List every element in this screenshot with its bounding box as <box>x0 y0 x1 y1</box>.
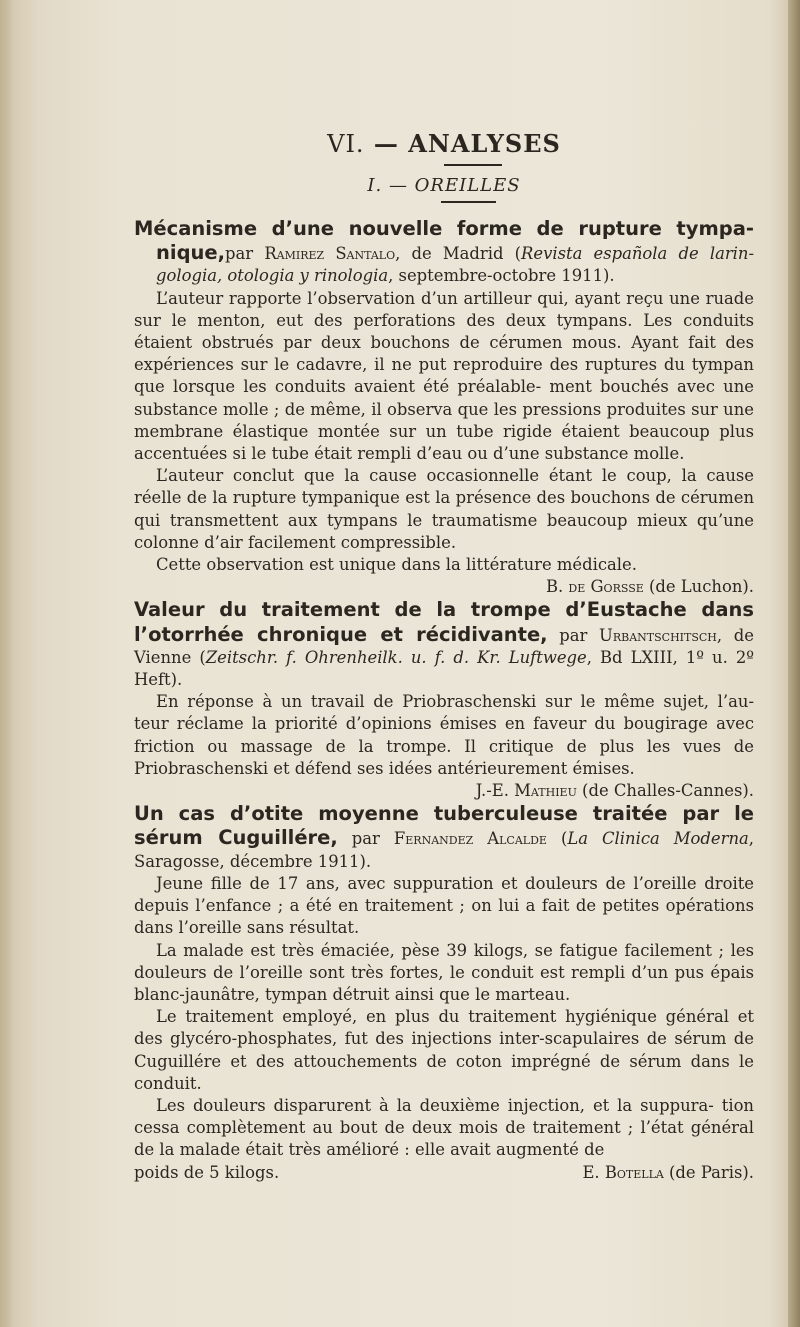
article-1-signature <box>134 576 754 598</box>
article-2-title: Valeur du traitement de la trompe d’Eustache dans l’otorrhée chronique et récidivante, <box>134 598 754 646</box>
article-1-signature-name: de Gorsse <box>568 577 644 597</box>
article-1-paragraph-2: L’auteur conclut que la cause occasionnelle étant le coup, la cause réelle de la rupture tympanique est la présence des bouchons de cérumen qui transmettent aux tympans le traumatisme beaucoup mieux qu’une colonne d’air facilement compressible. <box>134 466 754 552</box>
article-2-signature-name: Mathieu <box>514 781 577 801</box>
article-3-paragraph-2: La malade est très émaciée, pèse 39 kilogs, se fatigue facilement ; les douleurs de l’oreille sont très fortes, le conduit est rempli d’un pus épais blanc-jaunâtre, tympan détruit ainsi que le marteau. <box>134 940 754 1004</box>
article-1-byline-pre: par <box>225 244 265 264</box>
article-3-paragraph-3: Le traitement employé, en plus du traitement hygiénique général et des glycéro-phosphates, fut des injections inter-scapulaires de sérum de Cuguillére et des attouchements de coton imprégné de sérum dans le conduit. <box>134 1007 754 1093</box>
article-1-title: Mécanisme d’une nouvelle forme de rupture tympa- nique, <box>134 217 754 265</box>
section-title <box>134 120 754 160</box>
article-3-byline-mid: ( <box>546 829 568 849</box>
article-2-byline-mid: , de Vienne ( <box>134 625 754 667</box>
article-1-signature-place: (de Luchon). <box>643 577 754 597</box>
article-3-byline-post: , Saragosse, décembre 1911). <box>134 829 755 871</box>
article-1-heading <box>134 217 754 288</box>
article-2-paragraph-1: En réponse à un travail de Priobraschenski sur le même sujet, l’au- teur réclame la priorité d’opinions émises en faveur du bougirage avec friction ou massage de la trompe. Il critique de plus les vues de Priobraschenski et défend ses idées antérieurement émises. <box>134 692 754 778</box>
article-3-last-line <box>134 1162 754 1184</box>
article-1-source: Revista española de larin- gologia, otologia y rinologia <box>156 244 755 286</box>
article-1-paragraph-3: Cette observation est unique dans la littérature médicale. <box>156 555 637 575</box>
book-spine-edge <box>788 0 800 1327</box>
page-content <box>134 120 754 1184</box>
page-left-shadow <box>0 0 14 1327</box>
article-3-signature-place: (de Paris). <box>663 1162 754 1182</box>
article-3-byline-pre: par <box>337 829 394 849</box>
article-3-signature-initial: E. <box>582 1162 605 1182</box>
section-rule <box>444 164 502 166</box>
article-2-source: Zeitschr. f. Ohrenheilk. u. f. d. Kr. Luftwege <box>205 647 587 667</box>
article-3-title: Un cas d’otite moyenne tuberculeuse traitée par le sérum Cuguillére, <box>134 802 754 850</box>
article-1-author: Ramirez Santalo <box>264 244 396 264</box>
article-2-heading <box>134 598 754 691</box>
article-3-signature-name: Botella <box>604 1162 664 1182</box>
article-2-signature <box>134 780 754 802</box>
article-1-paragraph-1: L’auteur rapporte l’observation d’un artilleur qui, ayant reçu une ruade sur le menton, eut des perforations des deux tympans. Les conduits étaient obstrués par deux bouchons de cérumen mous. Ayant fait des expériences sur le cadavre, il ne put reproduire des ruptures du tympan que lorsque les conduits avaient été préalable- ment bouchés avec une substance molle ; de même, il observa que les pressions produites sur une membrane élastique montée sur un tube rigide étaient beaucoup plus accentuées si le tube était rempli d’eau ou d’une substance molle. <box>134 288 754 464</box>
article-3-signature <box>582 1162 754 1184</box>
article-3-last-text: poids de 5 kilogs. <box>134 1162 280 1182</box>
article-3-paragraph-1: Jeune fille de 17 ans, avec suppuration et douleurs de l’oreille droite depuis l’enfance ; a été en traitement ; on lui a fait de petites opérations dans l’oreille sans résultat. <box>134 873 754 938</box>
article-3-paragraph-4: Les douleurs disparurent à la deuxième injection, et la suppura- tion cessa complètement au bout de deux mois de traitement ; l’état général de la malade était très amélioré : elle avait augmenté de <box>134 1095 754 1160</box>
article-1-signature-initial: B. <box>545 577 569 597</box>
article-2-byline-post: , Bd LXIII, 1º u. 2º Heft). <box>134 647 754 690</box>
subsection-title: I. — OREILLES <box>367 175 521 196</box>
article-1-byline-mid: , de Madrid ( <box>395 244 522 264</box>
article-3-heading <box>134 802 754 873</box>
section-number: VI. <box>327 130 365 158</box>
article-1-byline-post: , septembre-octobre 1911). <box>388 266 615 286</box>
article-3-source: La Clinica Moderna <box>567 829 749 849</box>
article-3-author: Fernandez Alcalde <box>393 829 547 849</box>
section-name: ANALYSES <box>408 129 561 158</box>
article-2-signature-place: (de Challes-Cannes). <box>576 781 754 801</box>
article-2-signature-initial: J.-E. <box>475 781 515 801</box>
section-dash: — <box>373 129 399 158</box>
subsection-rule <box>441 201 496 203</box>
article-2-author: Urbantschitsch <box>599 625 717 645</box>
article-2-byline-pre: par <box>547 625 600 645</box>
